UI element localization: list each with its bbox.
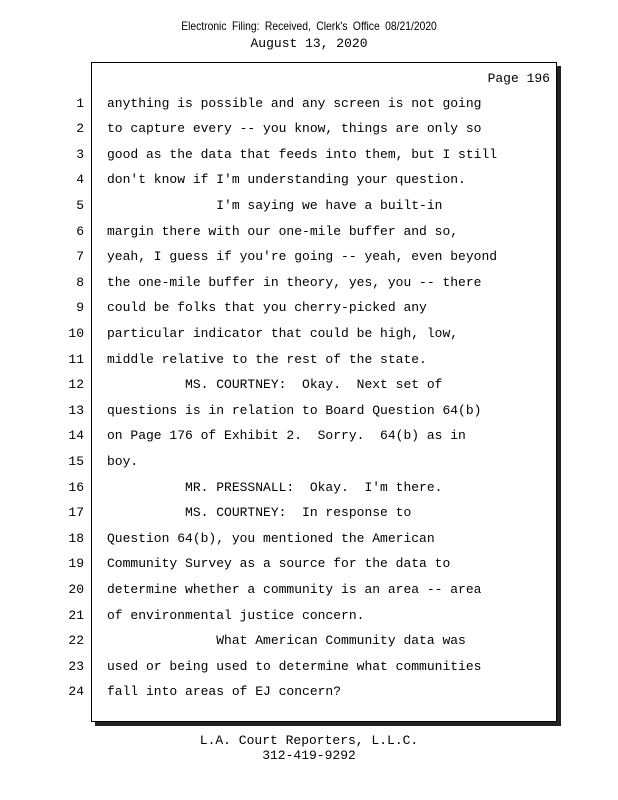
- transcript-line: [0, 219, 618, 245]
- transcript-line: [0, 91, 618, 117]
- line-number: 4: [76, 172, 84, 188]
- line-number: 23: [68, 658, 84, 674]
- transcript-line: [0, 270, 618, 296]
- transcript-line: [0, 142, 618, 168]
- line-number: 18: [68, 530, 84, 546]
- line-number: 2: [76, 121, 84, 137]
- transcript-line: [0, 423, 618, 449]
- line-text: Community Survey as a source for the data to: [107, 556, 451, 572]
- line-text: MS. COURTNEY: Okay. Next set of: [107, 377, 443, 393]
- line-text: questions is in relation to Board Question 64(b): [107, 402, 482, 418]
- line-number: 13: [68, 402, 84, 418]
- line-text: good as the data that feeds into them, but I still: [107, 146, 498, 162]
- transcript-line: [0, 628, 618, 654]
- transcript-line: [0, 475, 618, 501]
- transcript-line: [0, 193, 618, 219]
- transcript-line: [0, 295, 618, 321]
- line-number: 10: [68, 325, 84, 341]
- line-number: 5: [76, 197, 84, 213]
- line-number: 8: [76, 274, 84, 290]
- line-text: particular indicator that could be high, low,: [107, 325, 459, 341]
- transcript-line: [0, 500, 618, 526]
- line-text: the one-mile buffer in theory, yes, you -- there: [107, 274, 482, 290]
- line-number: 15: [68, 453, 84, 469]
- line-text: on Page 176 of Exhibit 2. Sorry. 64(b) as in: [107, 428, 466, 444]
- page-number: Page 196: [487, 71, 550, 86]
- line-number: 14: [68, 428, 84, 444]
- reporter-name: L.A. Court Reporters, L.L.C.: [199, 733, 419, 748]
- line-text: used or being used to determine what communities: [107, 658, 482, 674]
- transcript-line: [0, 372, 618, 398]
- line-number: 22: [68, 633, 84, 649]
- line-number: 11: [68, 351, 84, 367]
- line-text: could be folks that you cherry-picked any: [107, 300, 427, 316]
- line-number: 9: [76, 300, 84, 316]
- transcript-line: [0, 654, 618, 680]
- transcript-line: [0, 347, 618, 373]
- transcript-line: [0, 526, 618, 552]
- transcript-line: [0, 321, 618, 347]
- transcript-line: [0, 551, 618, 577]
- line-text: fall into areas of EJ concern?: [107, 684, 342, 700]
- line-number: 12: [68, 377, 84, 393]
- transcript-line: [0, 167, 618, 193]
- line-text: don't know if I'm understanding your question.: [107, 172, 466, 188]
- line-text: yeah, I guess if you're going -- yeah, even beyond: [107, 249, 498, 265]
- line-text: Question 64(b), you mentioned the American: [107, 530, 435, 546]
- line-number: 6: [76, 223, 84, 239]
- filing-stamp: Electronic Filing: Received, Clerk's Office 08/21/2020: [181, 19, 437, 33]
- transcript-line: [0, 679, 618, 705]
- line-number: 1: [76, 95, 84, 111]
- reporter-phone: 312-419-9292: [262, 748, 356, 763]
- transcript-line: [0, 603, 618, 629]
- line-text: middle relative to the rest of the state.: [107, 351, 427, 367]
- line-number: 17: [68, 505, 84, 521]
- line-number: 16: [68, 479, 84, 495]
- line-text: boy.: [107, 453, 139, 469]
- line-number: 7: [76, 249, 84, 265]
- line-text: determine whether a community is an area -- area: [107, 581, 482, 597]
- transcript-date: August 13, 2020: [250, 36, 368, 51]
- line-number: 20: [68, 581, 84, 597]
- transcript-line: [0, 244, 618, 270]
- line-text: to capture every -- you know, things are only so: [107, 121, 482, 137]
- transcript-line: [0, 577, 618, 603]
- line-number: 3: [76, 146, 84, 162]
- line-text: margin there with our one-mile buffer and so,: [107, 223, 459, 239]
- line-text: What American Community data was: [107, 633, 466, 649]
- line-number: 24: [68, 684, 84, 700]
- line-text: MS. COURTNEY: In response to: [107, 505, 412, 521]
- line-text: anything is possible and any screen is not going: [107, 95, 482, 111]
- transcript-line: [0, 116, 618, 142]
- line-number: 19: [68, 556, 84, 572]
- line-text: MR. PRESSNALL: Okay. I'm there.: [107, 479, 443, 495]
- line-text: of environmental justice concern.: [107, 607, 365, 623]
- line-text: I'm saying we have a built-in: [107, 197, 443, 213]
- transcript-line: [0, 449, 618, 475]
- transcript-line: [0, 398, 618, 424]
- line-number: 21: [68, 607, 84, 623]
